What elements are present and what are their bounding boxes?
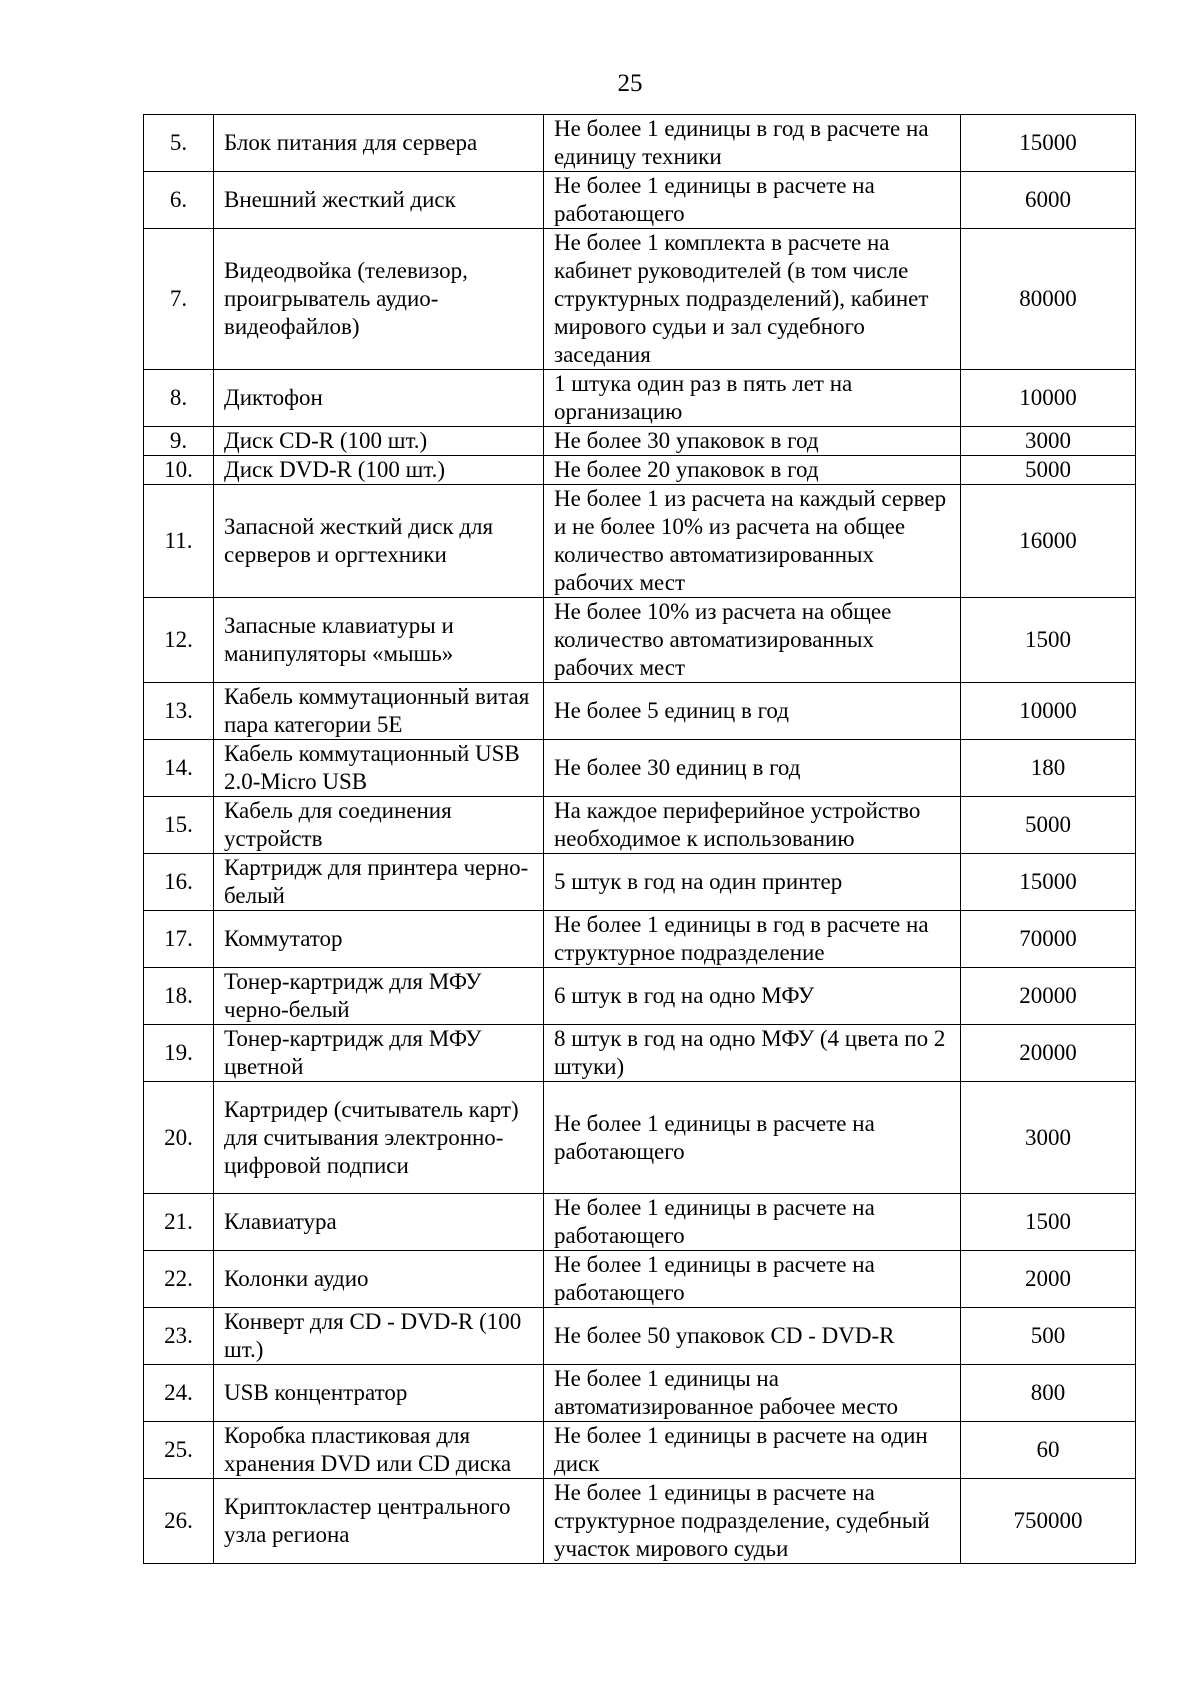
table-row — [144, 683, 1136, 740]
item-norm: Не более 1 единицы в расчете на один диск — [544, 1422, 961, 1479]
table-row — [144, 797, 1136, 854]
item-name: Колонки аудио — [214, 1251, 544, 1308]
item-price: 180 — [961, 740, 1136, 797]
row-number: 22. — [144, 1251, 214, 1308]
item-norm: 5 штук в год на один принтер — [544, 854, 961, 911]
item-name: Диск DVD-R (100 шт.) — [214, 456, 544, 485]
table-row — [144, 172, 1136, 229]
table-row — [144, 1308, 1136, 1365]
item-norm: Не более 1 единицы в расчете на структурное подразделение, судебный участок мирового судьи — [544, 1479, 961, 1564]
table-row — [144, 1082, 1136, 1194]
row-number: 7. — [144, 229, 214, 370]
row-number: 17. — [144, 911, 214, 968]
table-row — [144, 854, 1136, 911]
row-number: 16. — [144, 854, 214, 911]
item-price: 10000 — [961, 370, 1136, 427]
item-name: Внешний жесткий диск — [214, 172, 544, 229]
row-number: 14. — [144, 740, 214, 797]
item-price: 5000 — [961, 797, 1136, 854]
item-price: 6000 — [961, 172, 1136, 229]
row-number: 20. — [144, 1082, 214, 1194]
table-row — [144, 1422, 1136, 1479]
item-norm: 6 штук в год на одно МФУ — [544, 968, 961, 1025]
table-row — [144, 1479, 1136, 1564]
item-norm: Не более 5 единиц в год — [544, 683, 961, 740]
row-number: 24. — [144, 1365, 214, 1422]
table-row — [144, 1025, 1136, 1082]
item-price: 15000 — [961, 854, 1136, 911]
item-price: 20000 — [961, 968, 1136, 1025]
item-norm: Не более 50 упаковок CD - DVD-R — [544, 1308, 961, 1365]
item-name: Конверт для CD - DVD-R (100 шт.) — [214, 1308, 544, 1365]
item-price: 2000 — [961, 1251, 1136, 1308]
item-name: Тонер-картридж для МФУ цветной — [214, 1025, 544, 1082]
table-row — [144, 229, 1136, 370]
item-price: 20000 — [961, 1025, 1136, 1082]
item-name: Кабель для соединения устройств — [214, 797, 544, 854]
item-name: Кабель коммутационный витая пара категории 5Е — [214, 683, 544, 740]
item-name: Картридж для принтера черно-белый — [214, 854, 544, 911]
row-number: 8. — [144, 370, 214, 427]
item-name: Диск CD-R (100 шт.) — [214, 427, 544, 456]
row-number: 5. — [144, 115, 214, 172]
item-name: Клавиатура — [214, 1194, 544, 1251]
item-norm: Не более 1 единицы в год в расчете на единицу техники — [544, 115, 961, 172]
item-norm: Не более 1 единицы на автоматизированное рабочее место — [544, 1365, 961, 1422]
item-name: Запасной жесткий диск для серверов и оргтехники — [214, 485, 544, 598]
item-price: 1500 — [961, 598, 1136, 683]
item-name: USB концентратор — [214, 1365, 544, 1422]
item-norm: Не более 1 единицы в расчете на работающего — [544, 172, 961, 229]
row-number: 13. — [144, 683, 214, 740]
table-row — [144, 1194, 1136, 1251]
item-price: 750000 — [961, 1479, 1136, 1564]
table-row — [144, 1365, 1136, 1422]
row-number: 19. — [144, 1025, 214, 1082]
table-row — [144, 968, 1136, 1025]
item-norm: 8 штук в год на одно МФУ (4 цвета по 2 штуки) — [544, 1025, 961, 1082]
table-row — [144, 598, 1136, 683]
row-number: 18. — [144, 968, 214, 1025]
item-price: 3000 — [961, 427, 1136, 456]
page-number: 25 — [617, 70, 643, 97]
item-norm: 1 штука один раз в пять лет на организацию — [544, 370, 961, 427]
item-name: Коммутатор — [214, 911, 544, 968]
item-name: Криптокластер центрального узла региона — [214, 1479, 544, 1564]
item-price: 10000 — [961, 683, 1136, 740]
item-norm: Не более 1 единицы в расчете на работающего — [544, 1194, 961, 1251]
item-name: Видеодвойка (телевизор, проигрыватель аудио-видеофайлов) — [214, 229, 544, 370]
row-number: 26. — [144, 1479, 214, 1564]
item-norm: Не более 1 из расчета на каждый сервер и не более 10% из расчета на общее количество автоматизированных рабочих мест — [544, 485, 961, 598]
table-row — [144, 427, 1136, 456]
item-norm: Не более 1 единицы в год в расчете на структурное подразделение — [544, 911, 961, 968]
item-name: Коробка пластиковая для хранения DVD или CD диска — [214, 1422, 544, 1479]
item-price: 80000 — [961, 229, 1136, 370]
item-name: Диктофон — [214, 370, 544, 427]
row-number: 15. — [144, 797, 214, 854]
row-number: 23. — [144, 1308, 214, 1365]
table-row — [144, 1251, 1136, 1308]
item-price: 70000 — [961, 911, 1136, 968]
row-number: 21. — [144, 1194, 214, 1251]
table-row — [144, 115, 1136, 172]
item-norm: Не более 10% из расчета на общее количество автоматизированных рабочих мест — [544, 598, 961, 683]
item-price: 16000 — [961, 485, 1136, 598]
item-norm: Не более 20 упаковок в год — [544, 456, 961, 485]
items-table — [143, 114, 1136, 1564]
row-number: 11. — [144, 485, 214, 598]
table-row — [144, 370, 1136, 427]
row-number: 9. — [144, 427, 214, 456]
table-row — [144, 911, 1136, 968]
item-price: 3000 — [961, 1082, 1136, 1194]
table-row — [144, 485, 1136, 598]
row-number: 6. — [144, 172, 214, 229]
table-row — [144, 456, 1136, 485]
item-norm: Не более 30 единиц в год — [544, 740, 961, 797]
item-name: Кабель коммутационный USB 2.0-Micro USB — [214, 740, 544, 797]
item-name: Блок питания для сервера — [214, 115, 544, 172]
item-price: 15000 — [961, 115, 1136, 172]
row-number: 25. — [144, 1422, 214, 1479]
item-price: 800 — [961, 1365, 1136, 1422]
row-number: 12. — [144, 598, 214, 683]
item-norm: Не более 30 упаковок в год — [544, 427, 961, 456]
item-norm: Не более 1 комплекта в расчете на кабинет руководителей (в том числе структурных подразделений), кабинет мирового судьи и зал судебного заседания — [544, 229, 961, 370]
table-row — [144, 740, 1136, 797]
item-price: 60 — [961, 1422, 1136, 1479]
item-norm: Не более 1 единицы в расчете на работающего — [544, 1082, 961, 1194]
item-price: 5000 — [961, 456, 1136, 485]
item-price: 1500 — [961, 1194, 1136, 1251]
item-norm: На каждое периферийное устройство необходимое к использованию — [544, 797, 961, 854]
item-norm: Не более 1 единицы в расчете на работающего — [544, 1251, 961, 1308]
row-number: 10. — [144, 456, 214, 485]
item-name: Картридер (считыватель карт) для считывания электронно-цифровой подписи — [214, 1082, 544, 1194]
item-name: Запасные клавиатуры и манипуляторы «мышь» — [214, 598, 544, 683]
item-name: Тонер-картридж для МФУ черно-белый — [214, 968, 544, 1025]
item-price: 500 — [961, 1308, 1136, 1365]
